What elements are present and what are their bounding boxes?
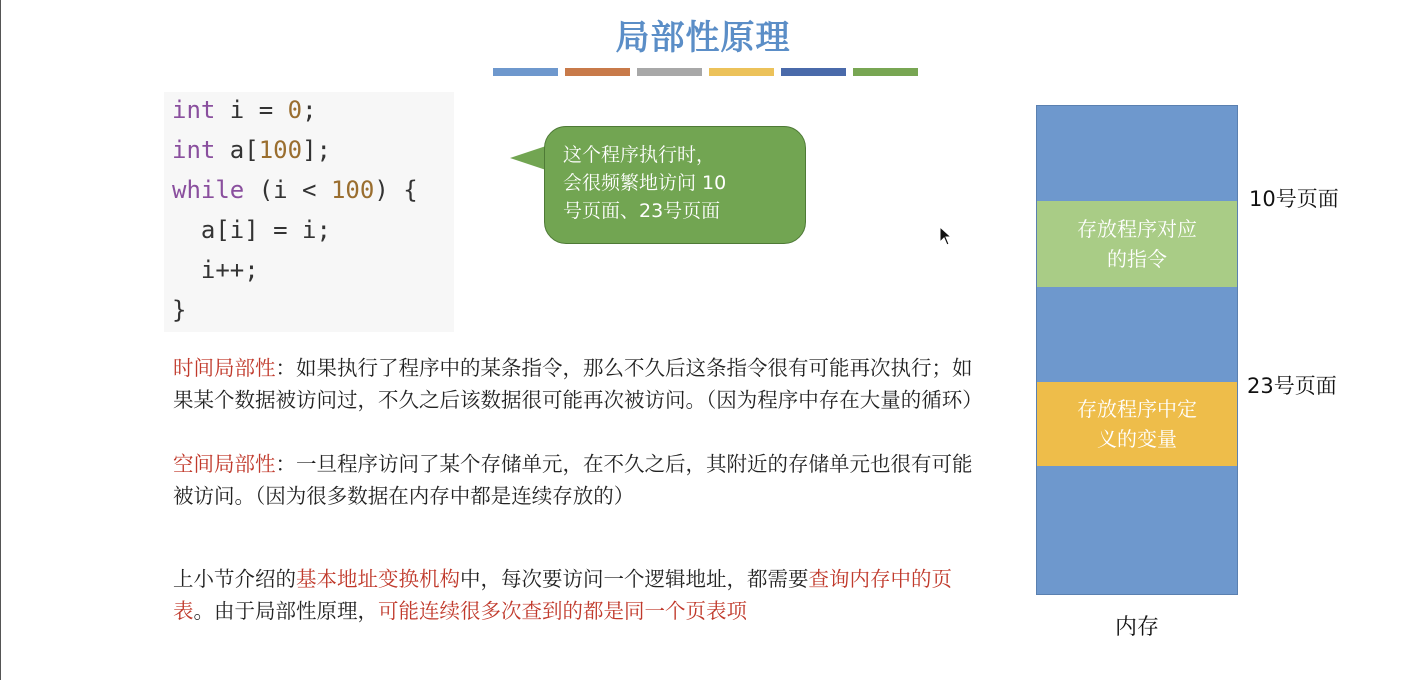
bar-segment-yellow [709,68,774,76]
bar-segment-blue [493,68,558,76]
code-line-4: a[i] = i; [172,216,331,244]
summary-paragraph [173,563,973,627]
instruction-page-block [1037,201,1237,287]
memory-diagram [1036,105,1238,595]
instruction-block-line-2: 的指令 [1107,247,1167,271]
code-text: ) { [374,176,418,204]
code-text: (i < [244,176,331,204]
code-number: 0 [287,96,303,124]
page-10-label: 10号页面 [1249,187,1339,211]
variable-block-line-2: 义的变量 [1097,427,1177,451]
code-keyword: while [172,176,245,204]
temporal-locality-text: ：如果执行了程序中的某条指令，那么不久后这条指令很有可能再次执行；如果某个数据被访问过，不久之后该数据很可能再次被访问。（因为程序中存在大量的循环） [173,356,983,412]
bubble-line-1: 这个程序执行时， [563,144,716,166]
temporal-locality-paragraph [173,352,983,416]
code-text: ]; [302,136,331,164]
instruction-block-line-1: 存放程序对应 [1077,217,1197,241]
slide-title: 局部性原理 [615,18,791,58]
code-line-1 [172,96,317,124]
code-line-6: } [172,296,187,324]
bar-segment-orange [565,68,630,76]
code-keyword: int [172,136,216,164]
code-number: 100 [258,136,303,164]
callout-bubble [544,126,806,244]
memory-label: 内存 [1114,615,1159,640]
summary-highlight-same-entry: 可能连续很多次查到的都是同一个页表项 [378,599,747,623]
bubble-line-3: 号页面、23号页面 [563,200,721,222]
page-23-label: 23号页面 [1247,374,1337,398]
summary-text: 中，每次要访问一个逻辑地址，都需要 [460,567,809,591]
code-number: 100 [330,176,375,204]
spatial-locality-paragraph [173,448,973,512]
code-text: ; [302,96,317,124]
summary-highlight-address-translation: 基本地址变换机构 [296,567,460,591]
bar-segment-navy [781,68,846,76]
spatial-locality-text: ：一旦程序访问了某个存储单元，在不久之后，其附近的存储单元也很有可能被访问。（因为很多数据在内存中都是连续存放的） [173,452,973,508]
code-line-5: i++; [172,256,259,284]
code-text: i = [215,96,288,124]
bar-segment-gray [637,68,702,76]
bubble-tail [510,146,546,170]
summary-highlight-page-table: 查询内存中的页表 [173,567,952,623]
temporal-locality-term: 时间局部性 [173,356,276,380]
code-line-2 [172,136,331,164]
spatial-locality-term: 空间局部性 [173,452,276,476]
code-text: a[ [215,136,259,164]
mouse-pointer-icon [939,226,953,246]
summary-text: 。由于局部性原理， [193,599,378,623]
code-block [164,92,454,332]
variable-block-line-1: 存放程序中定 [1077,397,1197,421]
bubble-line-2: 会很频繁地访问 10 [563,172,727,194]
code-line-3 [172,176,418,204]
bar-segment-green [853,68,918,76]
code-keyword: int [172,96,216,124]
variable-page-block [1037,382,1237,466]
summary-text: 上小节介绍的 [173,567,296,591]
title-underline-bar [493,68,918,76]
